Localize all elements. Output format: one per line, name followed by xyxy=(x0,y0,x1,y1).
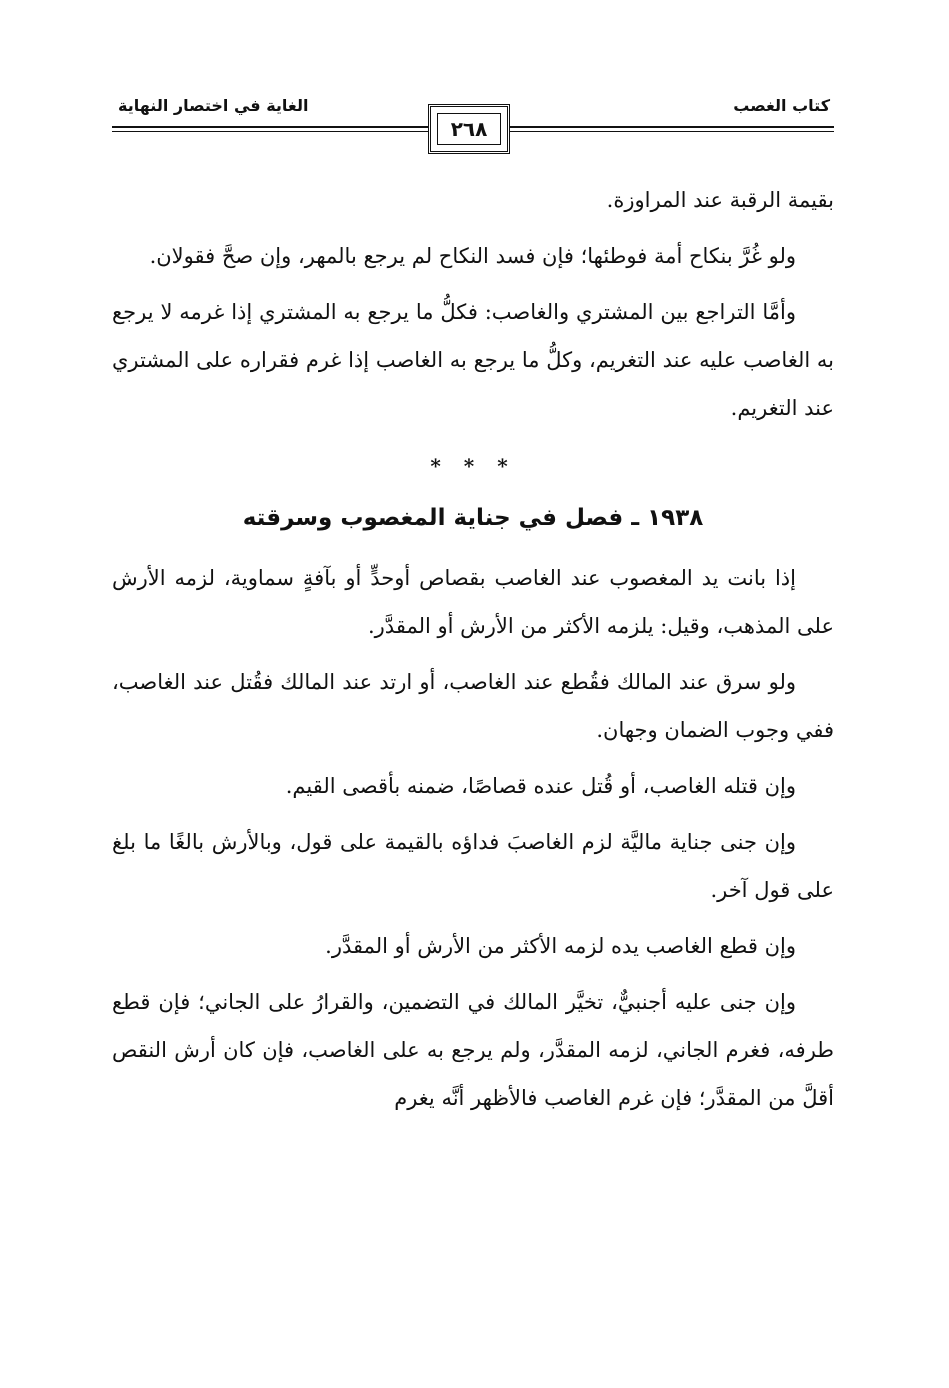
paragraph: بقيمة الرقبة عند المراوزة. xyxy=(606,188,834,212)
header-rule-right-inner xyxy=(508,131,834,132)
paragraph: وإن جنى جناية ماليَّة لزم الغاصبَ فداؤه بالقيمة على قول، وبالأرش بالغًا ما بلغ على قول آخر. xyxy=(112,830,834,902)
paragraph: إذا بانت يد المغصوب عند الغاصب بقصاص أوحدٍّ أو بآفةٍ سماوية، لزمه الأرش على المذهب، وقيل: يلزمه الأكثر من الأرش أو المقدَّر. xyxy=(112,566,834,638)
paragraphs-bottom xyxy=(112,554,834,1122)
body-text xyxy=(112,176,834,1130)
paragraph: ولو غُرَّ بنكاح أمة فوطئها؛ فإن فسد النكاح لم يرجع بالمهر، وإن صحَّ فقولان. xyxy=(149,244,796,268)
paragraph: ولو سرق عند المالك فقُطع عند الغاصب، أو ارتد عند المالك فقُتل عند الغاصب، ففي وجوب الضمان وجهان. xyxy=(112,670,834,742)
header-rule-right xyxy=(508,126,834,128)
page-number: ٢٦٨ xyxy=(450,117,488,141)
paragraph: وإن قطع الغاصب يده لزمه الأكثر من الأرش أو المقدَّر. xyxy=(325,934,796,958)
header-rule-left-inner xyxy=(112,131,430,132)
paragraph: وأمَّا التراجع بين المشتري والغاصب: فكلُّ ما يرجع به المشتري إذا غرمه لا يرجع به الغاصب عليه عند التغريم، وكلُّ ما يرجع به الغاصب إذا غرم فقراره على المشتري عند التغريم. xyxy=(112,300,834,420)
section-separator: * * * xyxy=(430,454,516,478)
paragraphs-top xyxy=(112,176,834,432)
section-heading: ١٩٣٨ ـ فصل في جناية المغصوب وسرقته xyxy=(242,505,704,531)
paragraph: وإن قتله الغاصب، أو قُتل عنده قصاصًا، ضمنه بأقصى القيم. xyxy=(285,774,796,798)
header-rule-left xyxy=(112,126,430,128)
chapter-title: كتاب الغصب xyxy=(733,96,830,115)
page-number-frame xyxy=(428,104,510,154)
paragraph: وإن جنى عليه أجنبيٌّ، تخيَّر المالك في التضمين، والقرارُ على الجاني؛ فإن قطع طرفه، فغرم الجاني، لزمه المقدَّر، ولم يرجع به على الغاصب، فإن كان أرش النقص أقلَّ من المقدَّر؛ فإن غرم الغاصب فالأظهر أنَّه يغرم xyxy=(112,990,834,1110)
book-title: الغاية في اختصار النهاية xyxy=(118,96,309,115)
